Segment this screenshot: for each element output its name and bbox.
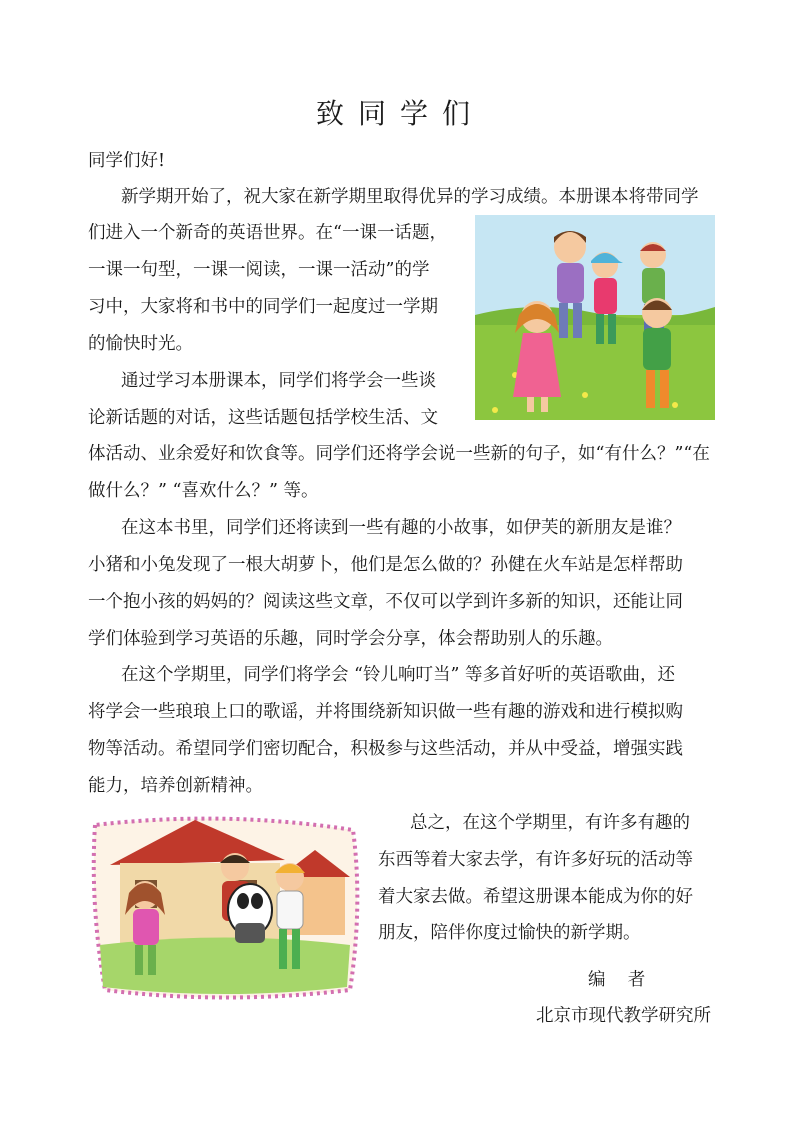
publisher-name: 北京市现代教学研究所 xyxy=(536,1006,711,1026)
paragraph-4-line-3: 物等活动。希望同学们密切配合，积极参与这些活动，并从中受益，增强实践 xyxy=(88,739,683,759)
paragraph-1-line-3: 一课一句型，一课一阅读，一课一活动”的学 xyxy=(88,260,430,280)
paragraph-3-line-4: 学们体验到学习英语的乐趣，同时学会分享，体会帮助别人的乐趣。 xyxy=(88,629,613,649)
paragraph-1-line-4: 习中，大家将和书中的同学们一起度过一学期 xyxy=(88,297,438,317)
paragraph-1-line-1: 新学期开始了，祝大家在新学期里取得优异的学习成绩。本册课本将带同学 xyxy=(121,187,699,207)
paragraph-4-line-1: 在这个学期里，同学们将学会 “铃儿响叮当” 等多首好听的英语歌曲，还 xyxy=(121,665,676,685)
paragraph-5-line-1: 总之，在这个学期里，有许多有趣的 xyxy=(410,813,690,833)
children-house-illustration xyxy=(85,805,365,1005)
paragraph-2-line-1: 通过学习本册课本，同学们将学会一些谈 xyxy=(121,371,436,391)
paragraph-5-line-3: 着大家去做。希望这册课本能成为你的好 xyxy=(378,887,693,907)
paragraph-3-line-3: 一个抱小孩的妈妈的？阅读这些文章，不仅可以学到许多新的知识，还能让同 xyxy=(88,592,683,612)
paragraph-4-line-4: 能力，培养创新精神。 xyxy=(88,776,263,796)
paragraph-5-line-2: 东西等着大家去学，有许多好玩的活动等 xyxy=(378,850,693,870)
paragraph-1-line-2: 们进入一个新奇的英语世界。在“一课一话题， xyxy=(88,223,447,243)
children-group-illustration xyxy=(475,215,715,420)
paragraph-1-line-5: 的愉快时光。 xyxy=(88,334,193,354)
paragraph-5-line-4: 朋友，陪伴你度过愉快的新学期。 xyxy=(378,923,641,943)
paragraph-4-line-2: 将学会一些琅琅上口的歌谣，并将围绕新知识做一些有趣的游戏和进行模拟购 xyxy=(88,702,683,722)
paragraph-3-line-1: 在这本书里，同学们还将读到一些有趣的小故事，如伊芙的新朋友是谁？ xyxy=(121,518,681,538)
editor-label: 编 者 xyxy=(588,970,646,990)
page-title: 致同学们 xyxy=(315,97,484,130)
greeting: 同学们好! xyxy=(88,151,166,171)
paragraph-3-line-2: 小猪和小兔发现了一根大胡萝卜，他们是怎么做的？孙健在火车站是怎样帮助 xyxy=(88,555,683,575)
paragraph-2-line-2: 论新话题的对话，这些话题包括学校生活、文 xyxy=(88,408,438,428)
paragraph-2-line-4: 做什么？” “喜欢什么？” 等。 xyxy=(88,481,319,501)
paragraph-2-line-3: 体活动、业余爱好和饮食等。同学们还将学会说一些新的句子，如“有什么？”“在 xyxy=(88,444,710,464)
